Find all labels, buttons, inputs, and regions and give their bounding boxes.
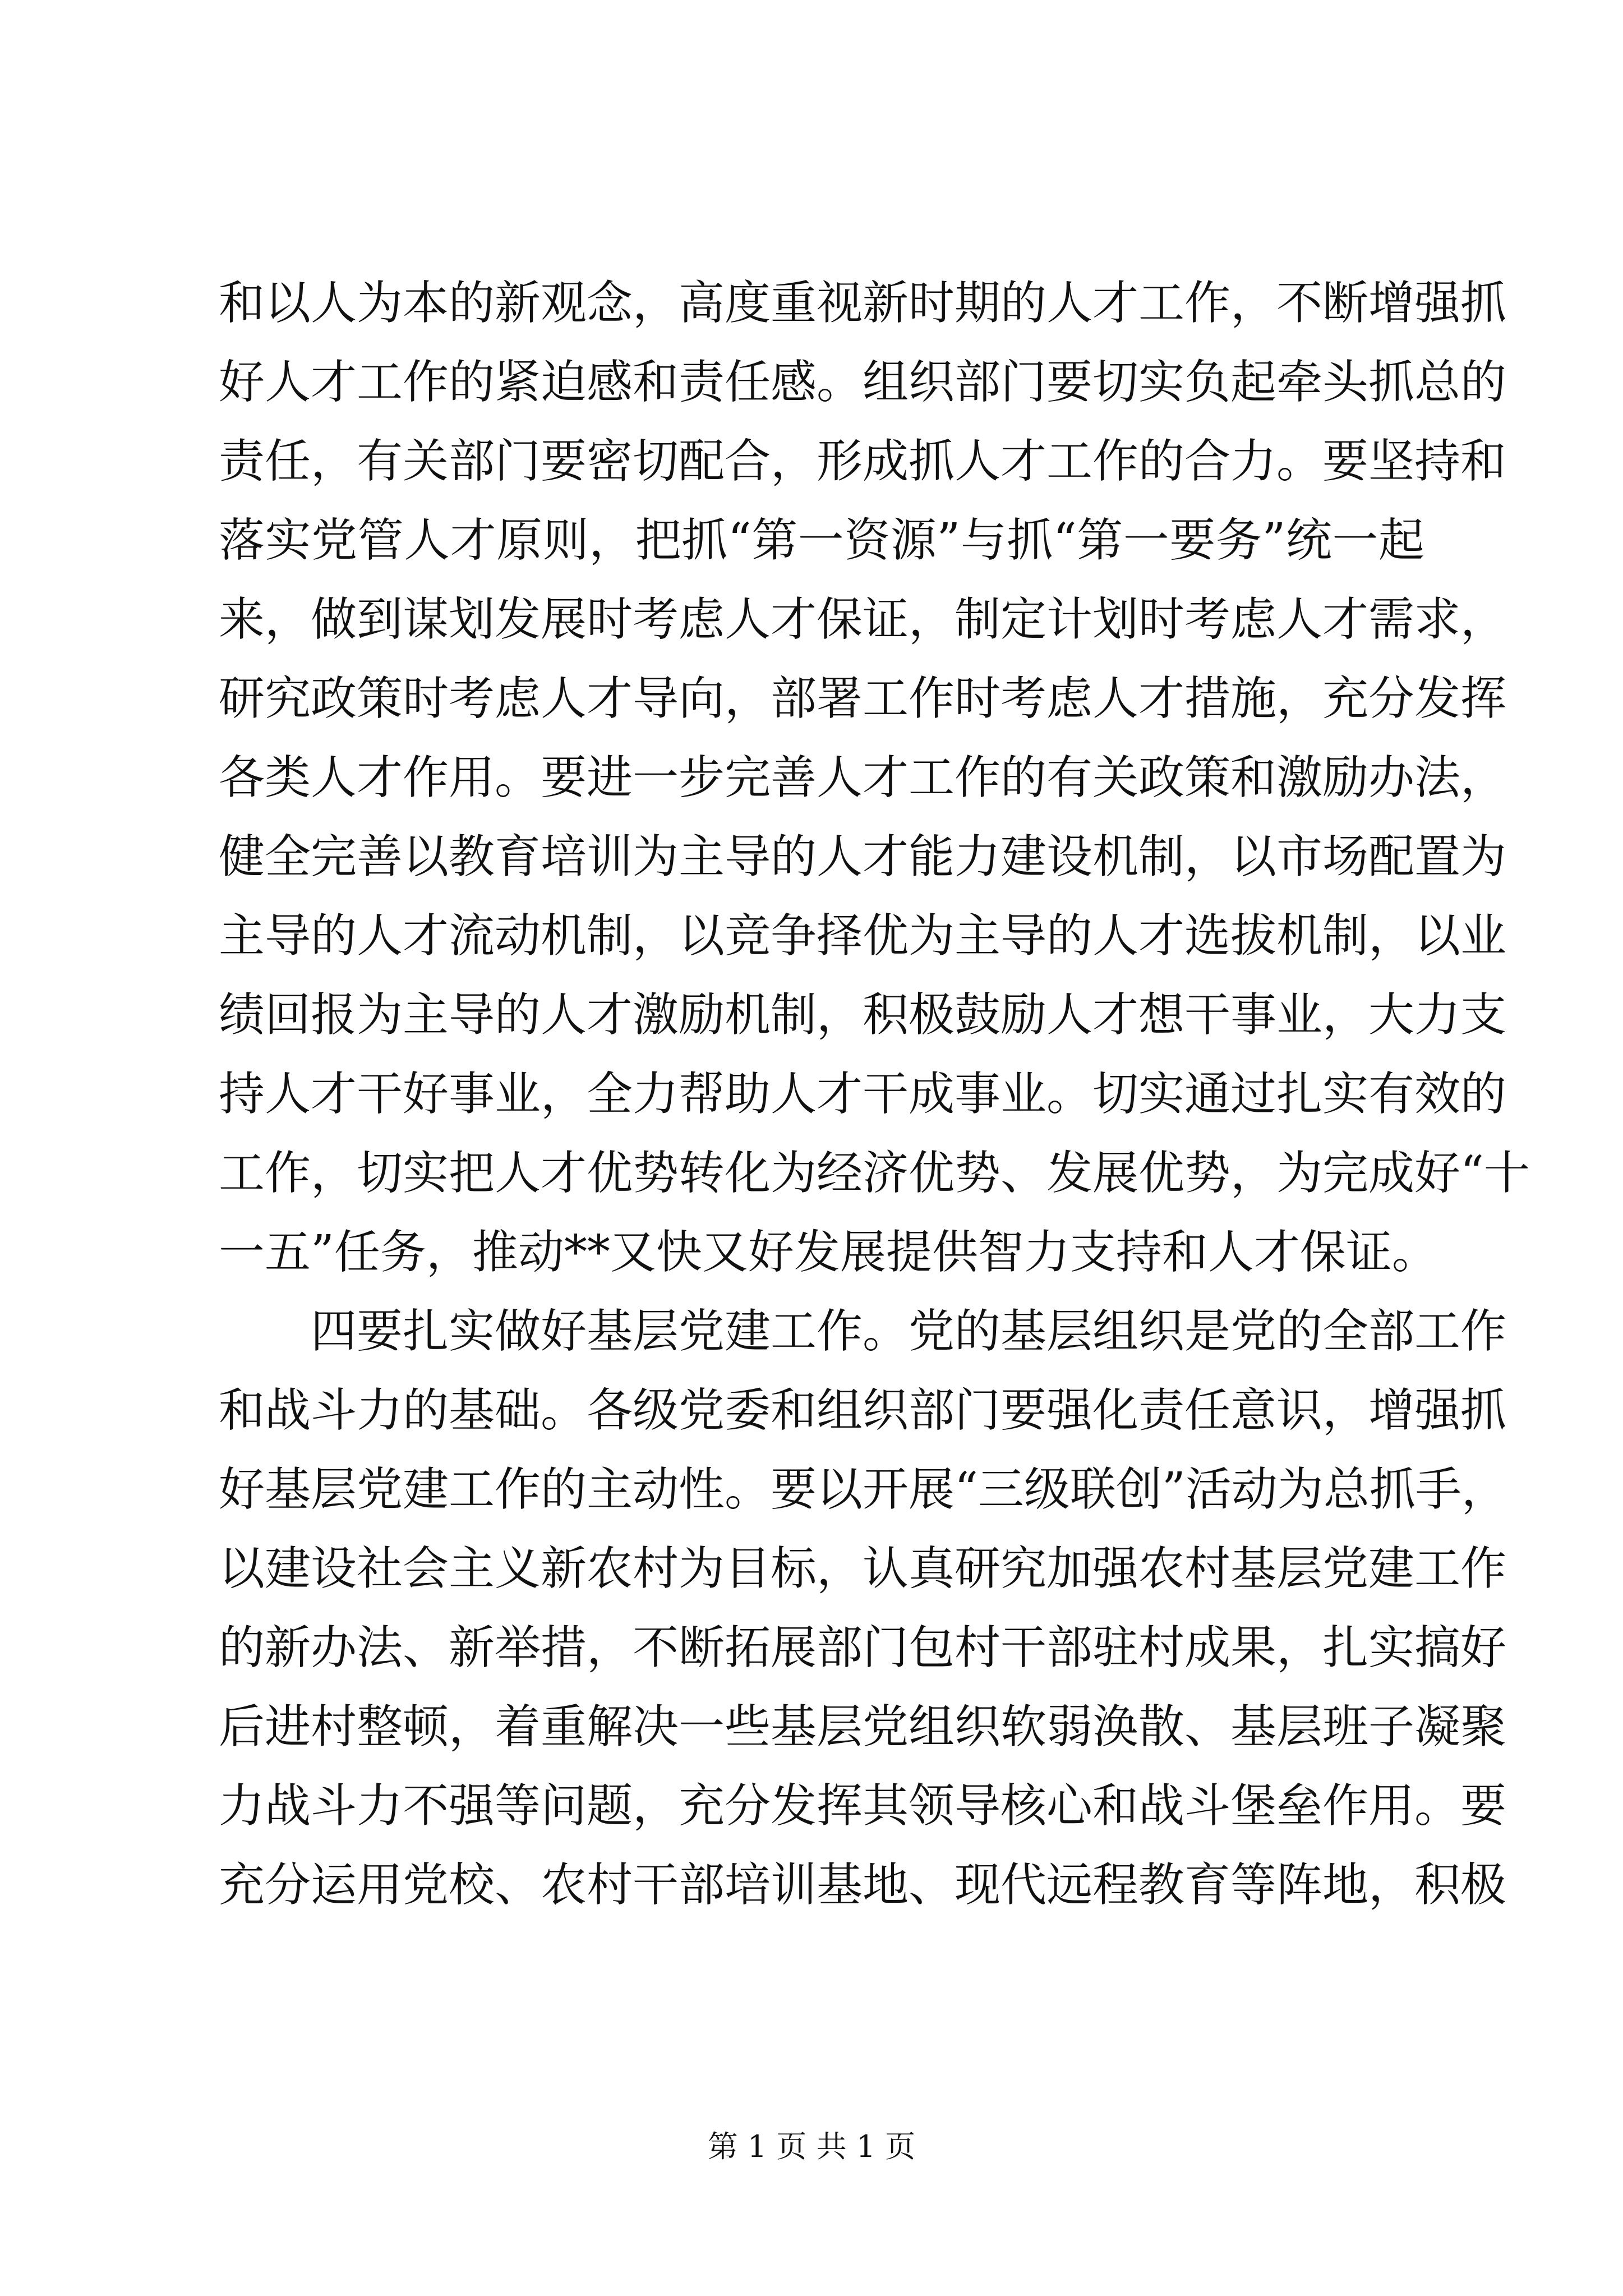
text-line-15: 和战斗力的基础。各级党委和组织部门要强化责任意识，增强抓 [219,1384,1507,1437]
text-line-14: 四要扎实做好基层党建工作。党的基层组织是党的全部工作 [311,1305,1507,1358]
text-line-10: 绩回报为主导的人才激励机制，积极鼓励人才想干事业，大力支 [219,988,1507,1042]
text-line-16: 好基层党建工作的主动性。要以开展“三级联创”活动为总抓手， [219,1463,1507,1516]
text-line-12: 工作，切实把人才优势转化为经济优势、发展优势，为完成好“十 [219,1147,1530,1200]
text-line-17: 以建设社会主义新农村为目标，认真研究加强农村基层党建工作 [219,1542,1507,1595]
text-line-18: 的新办法、新举措，不断拓展部门包村干部驻村成果，扎实搞好 [219,1621,1507,1674]
text-line-4: 落实党管人才原则，把抓“第一资源”与抓“第一要务”统一起 [219,514,1424,567]
text-line-3: 责任，有关部门要密切配合，形成抓人才工作的合力。要坚持和 [219,435,1507,488]
text-line-6: 研究政策时考虑人才导向，部署工作时考虑人才措施，充分发挥 [219,672,1507,725]
text-line-19: 后进村整顿，着重解决一些基层党组织软弱涣散、基层班子凝聚 [219,1700,1507,1754]
text-line-7: 各类人才作用。要进一步完善人才工作的有关政策和激励办法， [219,751,1507,804]
text-line-5: 来，做到谋划发展时考虑人才保证，制定计划时考虑人才需求， [219,593,1507,646]
text-line-13: 一五”任务，推动**又快又好发展提供智力支持和人才保证。 [219,1226,1438,1279]
text-line-8: 健全完善以教育培训为主导的人才能力建设机制，以市场配置为 [219,830,1507,884]
text-line-1: 和以人为本的新观念，高度重视新时期的人才工作，不断增强抓 [219,277,1507,330]
text-line-2: 好人才工作的紧迫感和责任感。组织部门要切实负起牵头抓总的 [219,356,1507,409]
text-line-11: 持人才干好事业，全力帮助人才干成事业。切实通过扎实有效的 [219,1068,1507,1121]
text-line-9: 主导的人才流动机制，以竞争择优为主导的人才选拔机制，以业 [219,909,1507,963]
page-footer: 第 1 页 共 1 页 [707,2129,916,2164]
text-line-21: 充分运用党校、农村干部培训基地、现代远程教育等阵地，积极 [219,1858,1507,1912]
text-line-20: 力战斗力不强等问题，充分发挥其领导核心和战斗堡垒作用。要 [219,1779,1507,1833]
document-body [219,264,1530,1925]
